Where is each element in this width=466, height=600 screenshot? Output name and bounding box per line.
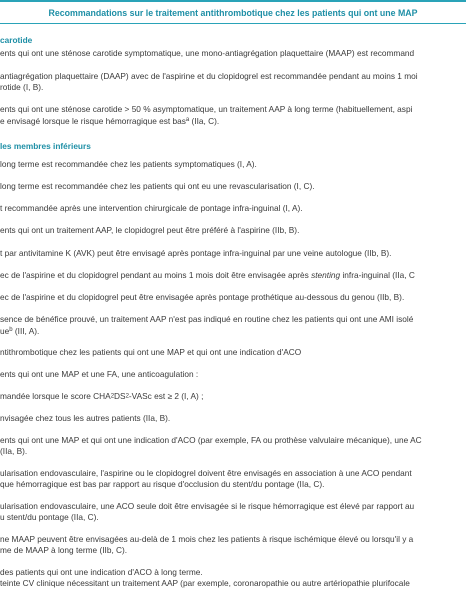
recommendation-line: (IIa, B). bbox=[0, 446, 28, 456]
recommendation-line: ne MAAP peuvent être envisagées au-delà de 1 mois chez les patients à risque ischémique élevé ou lorsqu'il y a bbox=[0, 534, 414, 544]
recommendation-line: long terme est recommandée chez les patients qui ont eu une revascularisation (I, C). bbox=[0, 181, 315, 191]
recommendation-line: antiagrégation plaquettaire (DAAP) avec de l'aspirine et du clopidogrel est recommandée pendant au moins 1 moi bbox=[0, 71, 418, 81]
recommendation-line: nvisagée chez tous les autres patients (IIa, B). bbox=[0, 413, 171, 423]
recommendation-text: mandée lorsque le score CHA bbox=[0, 391, 111, 401]
recommendation-line: ularisation endovasculaire, une ACO seule doit être envisagée si le risque hémorragique est élevé par rapport au bbox=[0, 501, 415, 511]
recommendation-line: t recommandée après une intervention chirurgicale de pontage infra-inguinal (I, A). bbox=[0, 203, 303, 213]
recommendation-line bbox=[0, 325, 466, 337]
recommendation-line: sence de bénéfice prouvé, un traitement AAP n'est pas indiqué en routine chez les patients qui ont une AMI isolé bbox=[0, 314, 414, 324]
recommendation-text: DS bbox=[114, 391, 126, 401]
recommendation-line: ents qui ont un traitement AAP, le clopidogrel peut être préféré à l'aspirine (IIb, B). bbox=[0, 225, 300, 235]
recommendation-text: (IIa, C). bbox=[189, 116, 220, 126]
recommendation-line: u stent/du pontage (IIa, C). bbox=[0, 512, 99, 522]
recommendation-line: long terme est recommandée chez les patients symptomatiques (I, A). bbox=[0, 159, 257, 169]
footnote-line: des patients qui ont une indication d'ACO à long terme. bbox=[0, 567, 203, 577]
footnote-marker: b bbox=[9, 327, 13, 333]
recommendation-line: ents qui ont une sténose carotide symptomatique, une mono-antiagrégation plaquettaire (MAAP) est recommand bbox=[0, 48, 415, 58]
emphasis-term: stenting bbox=[311, 270, 341, 280]
subsection-title: ntithrombotique chez les patients qui ont une MAP et qui ont une indication d'ACO bbox=[0, 347, 302, 357]
recommendation-line: ec de l'aspirine et du clopidogrel peut être envisagée après pontage prothétique au-dessous du genou (IIb, B). bbox=[0, 292, 405, 302]
recommendation-text: (III, A). bbox=[12, 326, 40, 336]
recommendation-line-chads bbox=[0, 391, 466, 403]
recommendation-text: -VASc est ≥ 2 (I, A) ; bbox=[128, 391, 204, 401]
recommendation-text: ue bbox=[0, 326, 10, 336]
recommendation-line: rotide (I, B). bbox=[0, 82, 44, 92]
footnote-marker: a bbox=[185, 117, 190, 123]
section-heading-carotide: carotide bbox=[0, 35, 33, 45]
table-title: Recommandations sur le traitement antithrombotique chez les patients qui ont une MAP bbox=[0, 4, 466, 24]
recommendation-line: ents qui ont une MAP et qui ont une indication d'ACO (par exemple, FA ou prothèse valvulaire mécanique), une AC bbox=[0, 435, 422, 445]
recommendation-line: ec de l'aspirine et du clopidogrel pendant au moins 1 mois doit être envisagée après stenting infra-inguinal (IIa, C bbox=[0, 270, 415, 280]
section-heading-membres-inferieurs: les membres inférieurs bbox=[0, 141, 91, 151]
recommendation-line: me de MAAP à long terme (IIb, C). bbox=[0, 545, 128, 555]
subscript: 2 bbox=[125, 393, 129, 400]
recommendation-line: que hémorragique est bas par rapport au risque d'occlusion du stent/du pontage (IIa, C). bbox=[0, 479, 325, 489]
subscript: 2 bbox=[110, 393, 115, 400]
recommendation-line: t par antivitamine K (AVK) peut être envisagé après pontage infra-inguinal par une veine autologue (IIb, B). bbox=[0, 248, 392, 258]
recommendation-line bbox=[0, 115, 466, 127]
recommendation-line: ents qui ont une sténose carotide > 50 % asymptomatique, un traitement AAP à long terme (habituellement, aspi bbox=[0, 104, 413, 114]
recommendation-line: ents qui ont une MAP et une FA, une anticoagulation : bbox=[0, 369, 199, 379]
footnote-line: teinte CV clinique nécessitant un traitement AAP (par exemple, coronaropathie ou autre artériopathie plurifocale bbox=[0, 578, 410, 588]
recommendation-line: ularisation endovasculaire, l'aspirine ou le clopidogrel doivent être envisagés en association à une ACO pendant bbox=[0, 468, 412, 478]
recommendation-text: e envisagé lorsque le risque hémorragique est bas bbox=[0, 116, 186, 126]
